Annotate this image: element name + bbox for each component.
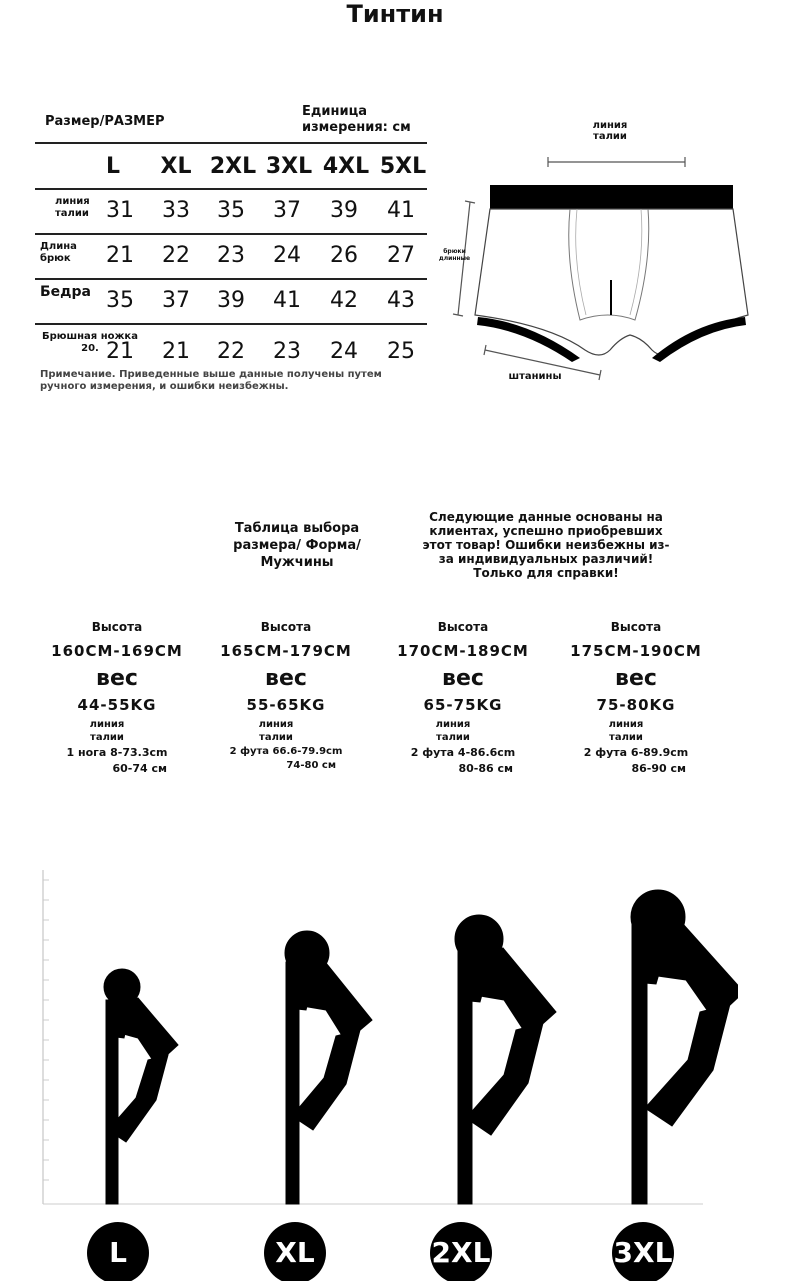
size-label: Размер/РАЗМЕР bbox=[45, 114, 165, 129]
leg-label: штанины bbox=[508, 371, 562, 382]
height-value: 175CM-190CM bbox=[570, 642, 702, 660]
leg-range: 2 фута 66.6-79.9cm bbox=[229, 746, 343, 757]
table-cell: 26 bbox=[330, 243, 358, 268]
waist-range: 60-74 см bbox=[112, 762, 167, 775]
size-badge-l: L bbox=[87, 1222, 149, 1281]
weight-label: вес bbox=[442, 666, 484, 691]
height-value: 160CM-169CM bbox=[51, 642, 183, 660]
weight-label: вес bbox=[615, 666, 657, 691]
disclaimer-caption: Следующие данные основаны на клиентах, успешно приобревших этот товар! Ошибки неизбежны из-за индивидуальных различий! Только для справки! bbox=[422, 510, 670, 580]
recommendation-2xl bbox=[373, 620, 553, 775]
brand-title: Тинтин bbox=[346, 0, 444, 28]
measurement-note: Примечание. Приведенные выше данные получены путем ручного измерения, и ошибки неизбежны. bbox=[40, 369, 382, 392]
size-table bbox=[35, 142, 427, 370]
table-row bbox=[35, 235, 427, 280]
leg-range: 2 фута 4-86.6cm bbox=[410, 746, 516, 759]
waist-label: линия талии bbox=[89, 719, 125, 743]
table-cell: 21 bbox=[106, 243, 134, 268]
table-row bbox=[35, 190, 427, 235]
table-row bbox=[35, 280, 427, 325]
table-cell: 41 bbox=[387, 198, 415, 223]
table-cell: 37 bbox=[162, 288, 190, 313]
height-value: 165CM-179CM bbox=[220, 642, 352, 660]
table-cell: 33 bbox=[162, 198, 190, 223]
table-cell: 22 bbox=[217, 339, 245, 364]
weight-value: 55-65KG bbox=[246, 696, 326, 714]
table-cell: 37 bbox=[273, 198, 301, 223]
waist-range: 74-80 см bbox=[286, 760, 336, 771]
leg-range: 2 фута 6-89.9cm bbox=[583, 746, 689, 759]
table-cell: 41 bbox=[273, 288, 301, 313]
recommendation-xl bbox=[196, 620, 376, 771]
length-label: брюки длинные bbox=[438, 248, 471, 262]
recommendation-l bbox=[27, 620, 207, 775]
size-badge-xl: XL bbox=[264, 1222, 326, 1281]
table-cell: 31 bbox=[106, 198, 134, 223]
height-label: Высота bbox=[610, 620, 662, 634]
table-cell: 42 bbox=[330, 288, 358, 313]
figure-illustration bbox=[38, 860, 738, 1210]
header-cell: XL bbox=[160, 154, 192, 179]
table-cell: 27 bbox=[387, 243, 415, 268]
weight-value: 75-80KG bbox=[596, 696, 676, 714]
height-label: Высота bbox=[91, 620, 143, 634]
table-cell: 43 bbox=[387, 288, 415, 313]
weight-value: 44-55KG bbox=[77, 696, 157, 714]
table-cell: 35 bbox=[106, 288, 134, 313]
size-selection-caption: Таблица выбора размера/ Форма/Мужчины bbox=[233, 521, 361, 570]
table-cell: 24 bbox=[273, 243, 301, 268]
height-value: 170CM-189CM bbox=[397, 642, 529, 660]
waist-range: 86-90 см bbox=[631, 762, 686, 775]
weight-label: вес bbox=[265, 666, 307, 691]
table-header-row bbox=[35, 142, 427, 190]
height-label: Высота bbox=[437, 620, 489, 634]
shorts-outline-icon bbox=[430, 110, 770, 400]
recommendation-3xl bbox=[546, 620, 726, 775]
table-cell: 25 bbox=[387, 339, 415, 364]
table-cell: 39 bbox=[217, 288, 245, 313]
waist-line-label: линия талии bbox=[592, 120, 628, 142]
header-cell: 3XL bbox=[265, 154, 313, 179]
table-row bbox=[35, 325, 427, 370]
leg-range: 1 нога 8-73.3cm bbox=[66, 746, 168, 759]
header-cell: L bbox=[105, 154, 121, 179]
table-cell: 22 bbox=[162, 243, 190, 268]
header-cell: 2XL bbox=[209, 154, 257, 179]
size-badge-2xl: 2XL bbox=[430, 1222, 492, 1281]
climber-figures-icon bbox=[38, 860, 738, 1210]
row-label: Длина брюк bbox=[40, 241, 77, 264]
row-label: линия талии bbox=[55, 196, 90, 219]
table-cell: 23 bbox=[217, 243, 245, 268]
row-label: Бедра bbox=[40, 284, 91, 300]
header-cell: 4XL bbox=[322, 154, 370, 179]
table-cell: 35 bbox=[217, 198, 245, 223]
table-cell: 21 bbox=[162, 339, 190, 364]
header-cell: 5XL bbox=[379, 154, 427, 179]
table-cell: 39 bbox=[330, 198, 358, 223]
table-cell: 24 bbox=[330, 339, 358, 364]
table-cell: 23 bbox=[273, 339, 301, 364]
unit-label: Единица измерения: см bbox=[302, 104, 411, 135]
waist-range: 80-86 см bbox=[458, 762, 513, 775]
shorts-diagram bbox=[430, 110, 770, 400]
waist-label: линия талии bbox=[608, 719, 644, 743]
table-cell: 21 bbox=[106, 339, 134, 364]
row-label: Брюшная ножка 20. bbox=[42, 331, 138, 354]
weight-value: 65-75KG bbox=[423, 696, 503, 714]
height-label: Высота bbox=[260, 620, 312, 634]
waist-label: линия талии bbox=[435, 719, 471, 743]
size-badge-3xl: 3XL bbox=[612, 1222, 674, 1281]
weight-label: вес bbox=[96, 666, 138, 691]
waist-label: линия талии bbox=[258, 719, 294, 743]
